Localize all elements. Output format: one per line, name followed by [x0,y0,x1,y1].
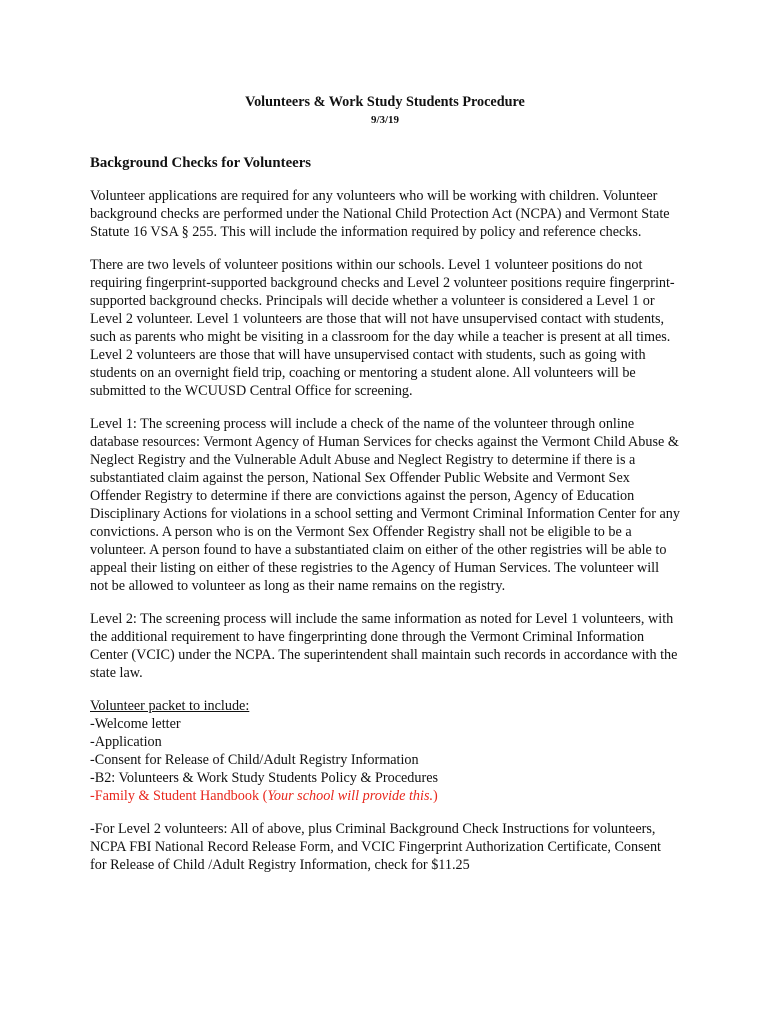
section-heading: Background Checks for Volunteers [90,155,312,171]
paragraph-volunteer-applications: Volunteer applications are required for any volunteers who will be working with children. Volunteer background checks are performed under the National Child Protection Act (NCPA) and Vermont State Statute 16 VSA § 255. This will include the information required by policy and reference checks. [90,188,670,240]
document-date: 9/3/19 [370,114,400,126]
packet-item: -Welcome letter [90,716,181,732]
packet-item: -Application [90,734,162,750]
handbook-closing: ) [433,788,438,804]
paragraph-level-1: Level 1: The screening process will include a check of the name of the volunteer through online database resources: Vermont Agency of Human Services for checks against the Vermont Child Abuse & Neglect Registry and the Vulnerable Adult Abuse and Neglect Registry to determine if there is a substantiated claim against the person, National Sex Offender Public Website and Vermont Sex Offender Registry to determine if there are convictions against the person, Agency of Education Disciplinary Actions for violations in a school setting and Vermont Criminal Information Center for any convictions. A person who is on the Vermont Sex Offender Registry shall not be eligible to be a volunteer. A person found to have a substantiated claim on either of the other registries will be able to appeal their listing on either of these registries to the Agency of Human Services. The volunteer will not be allowed to volunteer as long as their name remains on the registry. [90,416,680,594]
volunteer-packet-list [90,697,680,805]
handbook-note: Your school will provide this. [267,788,434,804]
document-page [90,92,680,889]
packet-item: -Consent for Release of Child/Adult Registry Information [90,752,419,768]
level-2-volunteers-note: -For Level 2 volunteers: All of above, plus Criminal Background Check Instructions for volunteers, NCPA FBI National Record Release Form, and VCIC Fingerprint Authorization Certificate, Consent for Release of Child /Adult Registry Information, check for $11.25 [90,821,661,873]
paragraph-volunteer-levels: There are two levels of volunteer positions within our schools. Level 1 volunteer positions do not requiring fingerprint-supported background checks and Level 2 volunteer positions require fingerprint-supported background checks. Principals will decide whether a volunteer is considered a Level 1 or Level 2 volunteer. Level 1 volunteers are those that will not have unsupervised contact with students, such as parents who might be visiting in a classroom for the day while a teacher is present at all times. Level 2 volunteers are those that will have unsupervised contact with students, such as going with students on an overnight field trip, coaching or mentoring a student alone. All volunteers will be submitted to the WCUUSD Central Office for screening. [90,257,675,399]
packet-title: Volunteer packet to include: [90,698,250,714]
packet-item: -B2: Volunteers & Work Study Students Policy & Procedures [90,770,439,786]
document-title: Volunteers & Work Study Students Procedure [245,94,525,110]
handbook-text: -Family & Student Handbook ( [90,788,268,804]
packet-item-handbook [90,787,680,805]
paragraph-level-2: Level 2: The screening process will include the same information as noted for Level 1 volunteers, with the additional requirement to have fingerprinting done through the Vermont Criminal Information Center (VCIC) under the NCPA. The superintendent shall maintain such records in accordance with the state law. [90,611,678,681]
